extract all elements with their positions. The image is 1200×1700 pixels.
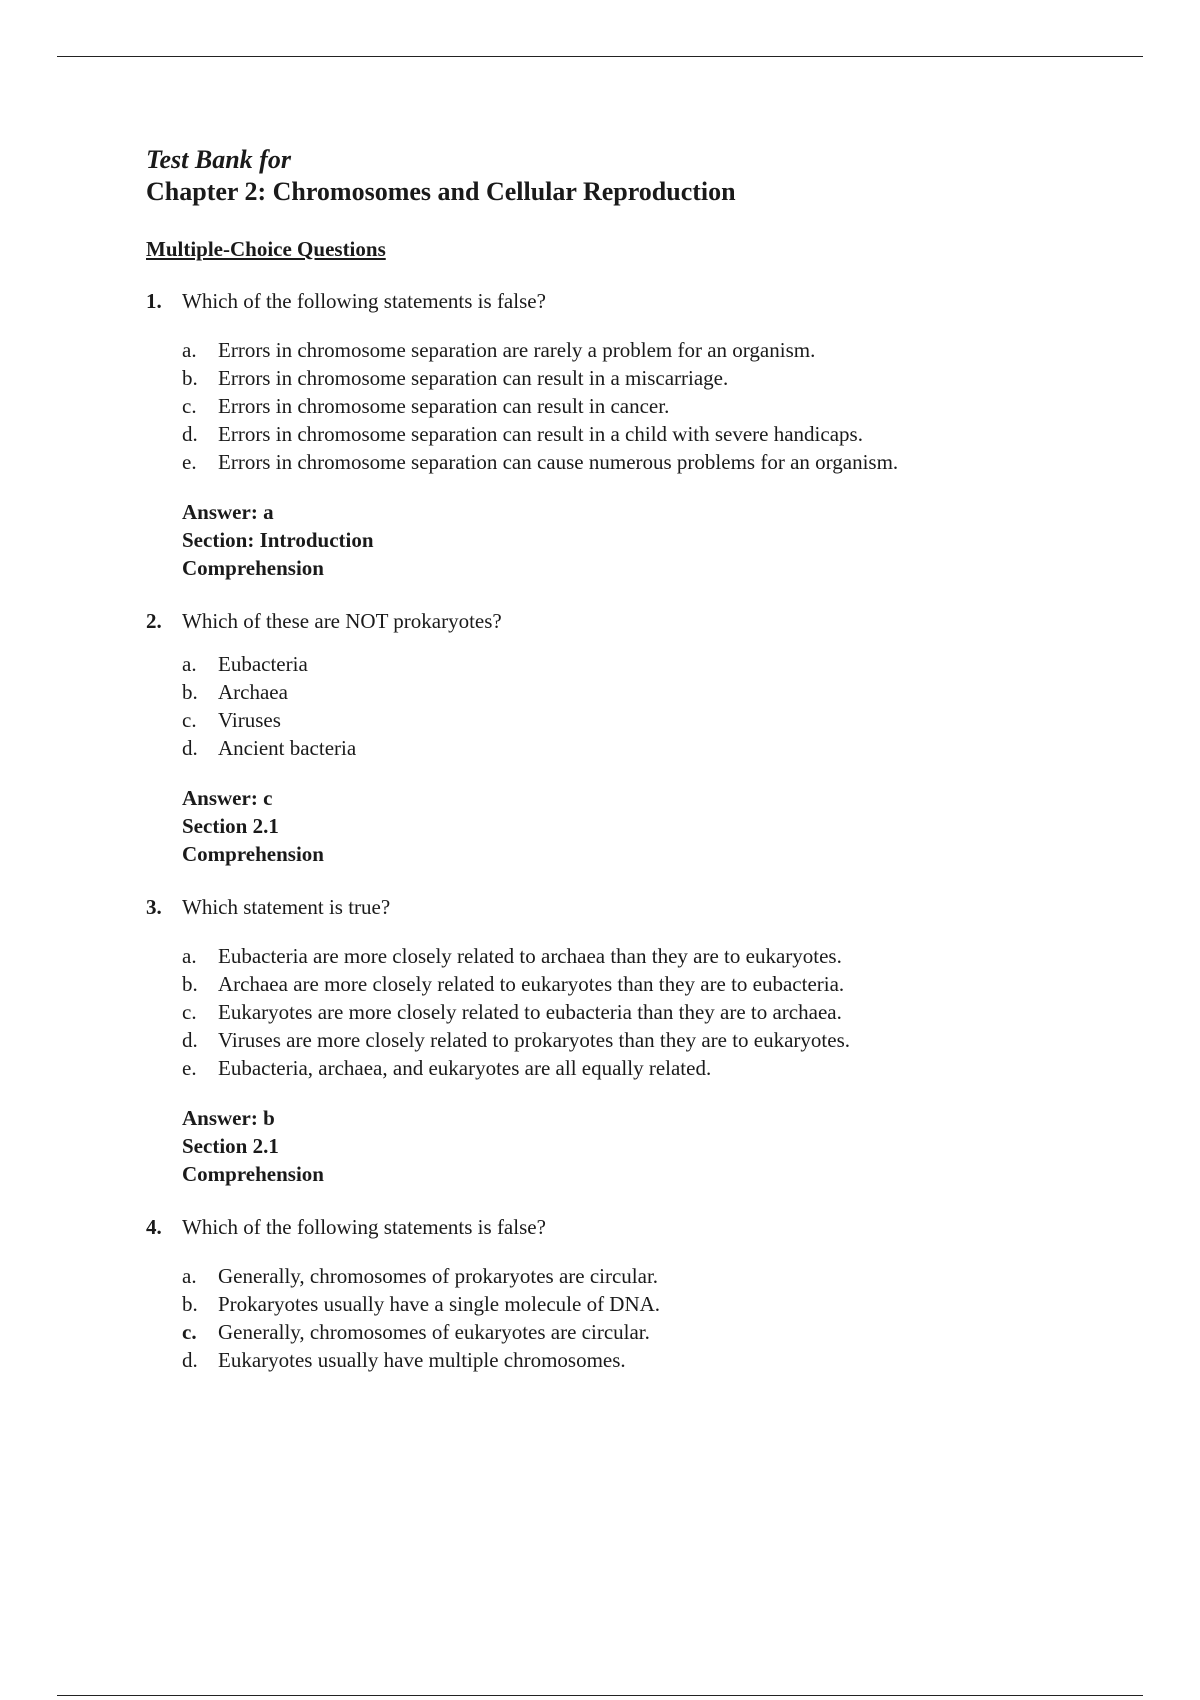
title-line-1: Test Bank for (146, 145, 291, 174)
option-text: Eukaryotes are more closely related to eubacteria than they are to archaea. (218, 1000, 842, 1024)
option-text: Archaea (218, 680, 288, 704)
question-text: Which of these are NOT prokaryotes? (182, 609, 502, 633)
option-letter: d. (182, 1028, 198, 1052)
option-item (182, 1318, 1106, 1346)
option-item (182, 364, 1106, 392)
option-letter: b. (182, 972, 198, 996)
option-text: Eubacteria, archaea, and eukaryotes are all equally related. (218, 1056, 712, 1080)
option-list (182, 336, 1106, 476)
option-text: Archaea are more closely related to eukaryotes than they are to eubacteria. (218, 972, 845, 996)
option-item (182, 448, 1106, 476)
option-letter: a. (182, 338, 197, 362)
bottom-rule (57, 1695, 1143, 1696)
option-text: Viruses (218, 708, 281, 732)
document-body (146, 144, 1106, 1374)
option-item (182, 706, 1106, 734)
chapter-title: Chapter 2: Chromosomes and Cellular Reproduction (146, 177, 736, 206)
option-item (182, 1054, 1106, 1082)
answer: Answer: b (182, 1106, 275, 1130)
option-letter: d. (182, 422, 198, 446)
answer: Answer: a (182, 500, 274, 524)
answer-block (182, 784, 1106, 868)
option-text: Errors in chromosome separation can cause numerous problems for an organism. (218, 450, 899, 474)
option-text: Generally, chromosomes of prokaryotes are circular. (218, 1264, 659, 1288)
answer-block (182, 498, 1106, 582)
option-text: Eukaryotes usually have multiple chromosomes. (218, 1348, 626, 1372)
option-text: Ancient bacteria (218, 736, 357, 760)
option-letter: c. (182, 1320, 197, 1344)
option-list (182, 650, 1106, 762)
question-4 (146, 1214, 1106, 1374)
option-item (182, 970, 1106, 998)
option-text: Generally, chromosomes of eukaryotes are circular. (218, 1320, 650, 1344)
option-item (182, 650, 1106, 678)
option-item (182, 678, 1106, 706)
option-letter: b. (182, 1292, 198, 1316)
option-letter: d. (182, 736, 198, 760)
option-item (182, 1346, 1106, 1374)
option-item (182, 998, 1106, 1026)
option-item (182, 734, 1106, 762)
question-text: Which of the following statements is false? (182, 289, 546, 313)
question-3 (146, 894, 1106, 1188)
option-text: Eubacteria (218, 652, 308, 676)
answer-level: Comprehension (182, 556, 324, 580)
option-list (182, 942, 1106, 1082)
option-text: Errors in chromosome separation can result in a child with severe handicaps. (218, 422, 863, 446)
answer-block (182, 1104, 1106, 1188)
option-letter: c. (182, 1000, 197, 1024)
option-text: Viruses are more closely related to prokaryotes than they are to eukaryotes. (218, 1028, 850, 1052)
question-number: 1. (146, 289, 162, 313)
question-text: Which of the following statements is false? (182, 1215, 546, 1239)
top-rule (57, 56, 1143, 57)
answer-section: Section 2.1 (182, 814, 279, 838)
option-text: Errors in chromosome separation can result in a miscarriage. (218, 366, 729, 390)
option-letter: b. (182, 366, 198, 390)
option-letter: e. (182, 1056, 197, 1080)
option-text: Prokaryotes usually have a single molecule of DNA. (218, 1292, 661, 1316)
question-text: Which statement is true? (182, 895, 391, 919)
option-letter: e. (182, 450, 197, 474)
section-heading: Multiple-Choice Questions (146, 237, 386, 261)
answer: Answer: c (182, 786, 273, 810)
option-letter: b. (182, 680, 198, 704)
option-letter: c. (182, 394, 197, 418)
option-text: Errors in chromosome separation are rarely a problem for an organism. (218, 338, 816, 362)
option-letter: d. (182, 1348, 198, 1372)
question-number: 3. (146, 895, 162, 919)
question-number: 2. (146, 609, 162, 633)
question-number: 4. (146, 1215, 162, 1239)
option-item (182, 336, 1106, 364)
question-2 (146, 608, 1106, 868)
option-letter: c. (182, 708, 197, 732)
option-item (182, 1026, 1106, 1054)
question-1 (146, 288, 1106, 582)
option-item (182, 942, 1106, 970)
option-text: Errors in chromosome separation can result in cancer. (218, 394, 670, 418)
option-text: Eubacteria are more closely related to archaea than they are to eukaryotes. (218, 944, 842, 968)
option-letter: a. (182, 944, 197, 968)
option-letter: a. (182, 1264, 197, 1288)
answer-level: Comprehension (182, 1162, 324, 1186)
option-item (182, 1262, 1106, 1290)
answer-section: Section: Introduction (182, 528, 374, 552)
answer-section: Section 2.1 (182, 1134, 279, 1158)
option-list (182, 1262, 1106, 1374)
option-item (182, 392, 1106, 420)
option-item (182, 420, 1106, 448)
option-letter: a. (182, 652, 197, 676)
answer-level: Comprehension (182, 842, 324, 866)
option-item (182, 1290, 1106, 1318)
